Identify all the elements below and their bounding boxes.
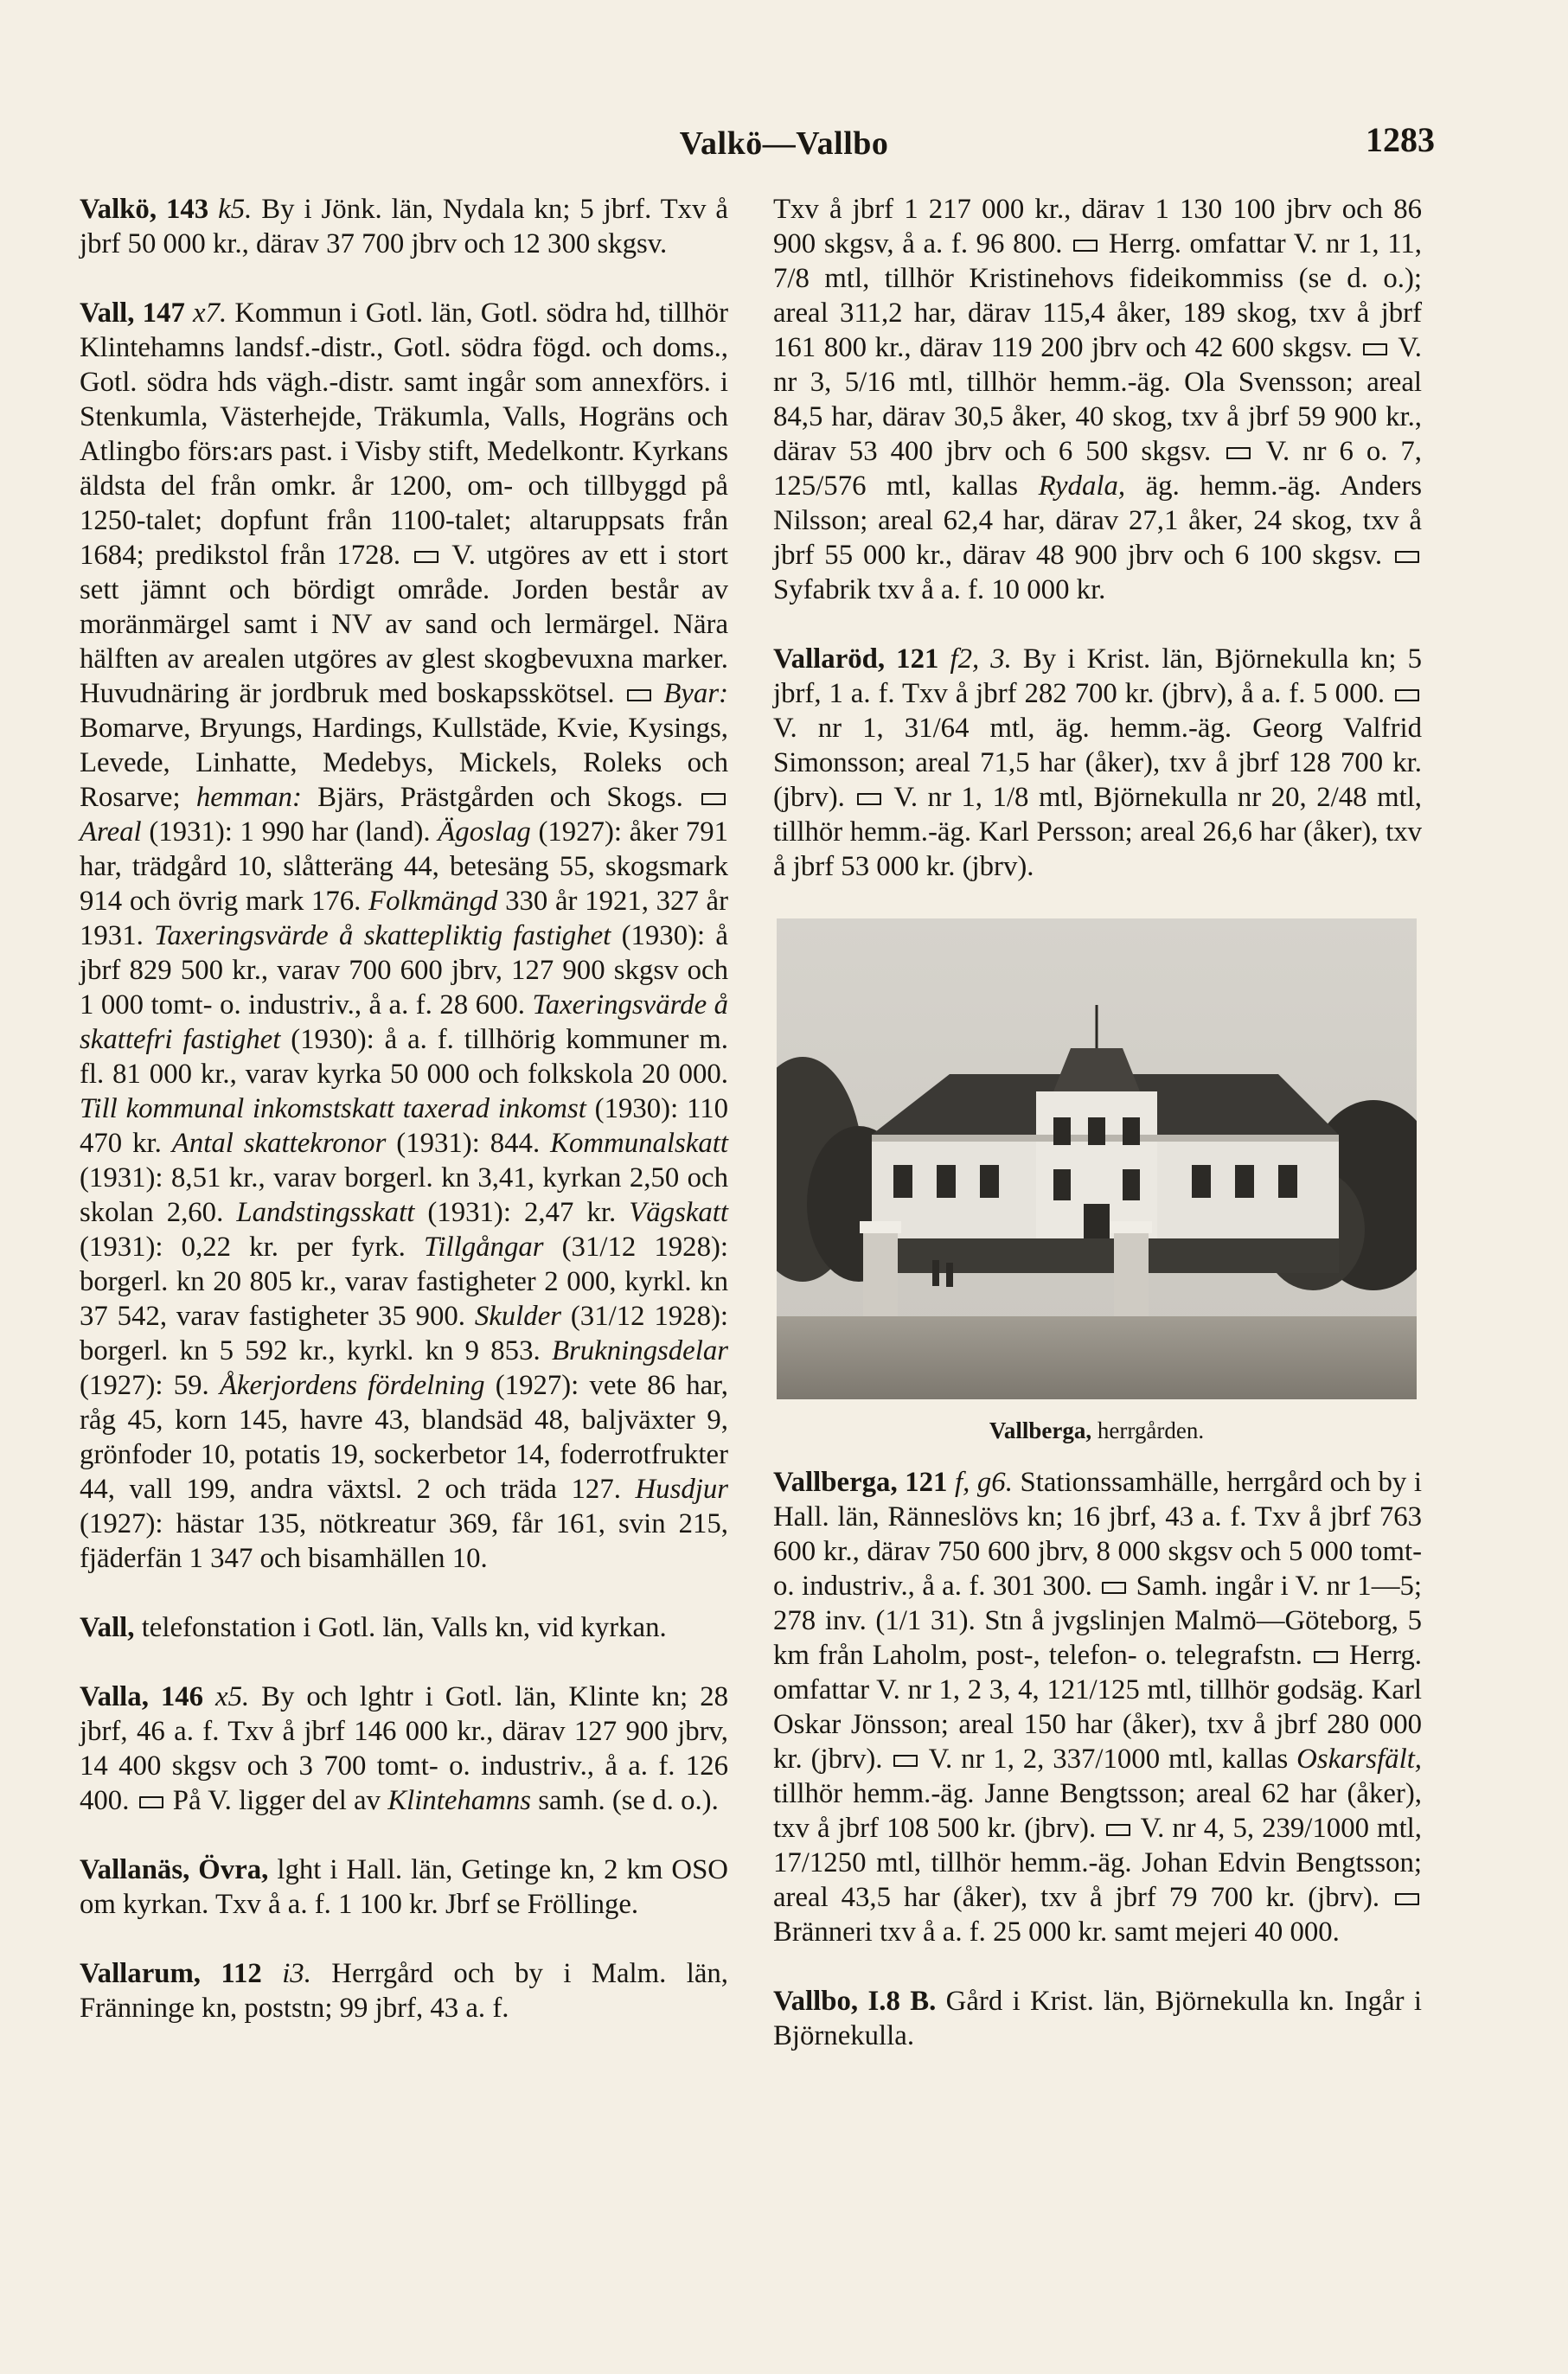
entry-text: Stationssamhälle, herrgård och by i Hall. län, Ränneslövs kn; 16 jbrf, 43 a. f. Txv å jbrf 763 600 kr., därav 750 600 jbrv, 8 000 skgsv och 5 000 tomt- o. industriv., å a. f. 301 300. <box>773 1467 1422 1602</box>
entry-text: Bjärs, Prästgården och Skogs. <box>301 782 683 813</box>
entry-text: (1927): vete 86 har, råg 45, korn 145, havre 43, blandsäd 48, baljväxter 9, grönfoder 10, potatis 19, sockerbetor 14, foderrotfrukter 44, vall 199, andra växtsl. 2 och träda 127. <box>80 1370 728 1505</box>
entry-text: lght i Hall. län, Getinge kn, 2 km OSO om kyrkan. Txv å a. f. 1 100 kr. Jbrf se Fröllinge. <box>80 1854 728 1920</box>
entry-text: 330 år 1921, 327 år 1931. <box>80 886 729 951</box>
headword: Valkö, <box>80 194 157 225</box>
entry-text: Bomarve, Bryungs, Hardings, Kullstäde, Kvie, Kysings, Levede, Linhatte, Medebys, Mickels, Roleks och Rosarve; <box>80 713 728 813</box>
term-label: Folkmängd <box>368 886 498 917</box>
figure-caption <box>777 1413 1417 1448</box>
map-ref-number: 112 <box>221 1958 262 1989</box>
map-ref-code: x5. <box>215 1681 250 1712</box>
entry-text: By i Krist. län, Björnekulla kn; 5 jbrf, 1 a. f. Txv å jbrf 282 700 kr. (jbrv), å a. f. 5 000. <box>773 643 1422 709</box>
map-ref-code: f2, 3. <box>950 643 1012 675</box>
headword: Valla, <box>80 1681 149 1712</box>
headword: Vall, <box>80 1612 135 1643</box>
term-label: Areal <box>80 816 142 848</box>
entry-text: V. nr 1, 2, 337/1000 mtl, kallas <box>920 1744 1289 1775</box>
entry-text: (1931): 2,47 kr. <box>414 1197 617 1228</box>
term-label: Till kommunal inkomstskatt taxerad inkomst <box>80 1093 586 1124</box>
entry-vallarum-continued <box>773 192 1422 607</box>
entry-text: V. nr 1, 31/64 mtl, äg. hemm.-äg. Georg Valfrid Simonsson; areal 71,5 har (åker), txv å jbrf 128 700 kr. (jbrv). <box>773 713 1422 813</box>
term-label: Kommunalskatt <box>550 1128 728 1159</box>
term-label: Taxeringsvärde å skattepliktig fastighet <box>154 920 611 951</box>
term-label: Ägoslag <box>438 816 531 848</box>
section-mark-icon <box>1395 551 1419 563</box>
entry-text: V. nr 6 o. 7, 125/576 mtl, kallas <box>773 436 1422 502</box>
entry-text: By och lghtr i Gotl. län, Klinte kn; 28 jbrf, 46 a. f. Txv å jbrf 146 000 kr., därav 127 900 jbrv, 14 400 skgsv och 3 700 tomt- o. industriv., å a. f. 126 400. <box>80 1681 728 1816</box>
section-mark-icon <box>1395 689 1419 701</box>
entry-vallberga <box>773 1465 1422 1949</box>
term-label: Antal skattekronor <box>171 1128 387 1159</box>
section-mark-icon <box>1395 1893 1419 1905</box>
term-label: Skulder <box>474 1301 562 1332</box>
entry-text: Syfabrik txv å a. f. 10 000 kr. <box>773 574 1106 605</box>
term-label: Åkerjordens fördelning <box>219 1370 485 1401</box>
running-title: Valkö—Vallbo <box>679 125 889 162</box>
headword: Vallarum, <box>80 1958 202 1989</box>
entry-text: Kommun i Gotl. län, Gotl. södra hd, tillhör Klintehamns landsf.-distr., Gotl. södra fögd. och doms., Gotl. södra hds vägh.-distr. samt ingår som annexförs. i Stenkumla, Västerhejde, Träkumla, Valls, Hogräns och Atlingbo förs:ars past. i Visby stift, Medelkontr. Kyrkans äldsta del från omkr. år 1200, om- och tillbyggd på 1250-talet; dopfunt från 1100-talet; altaruppsats från 1684; predikstol från 1728. <box>80 298 729 571</box>
entry-text: V. nr 3, 5/16 mtl, tillhör hemm.-äg. Ola Svensson; areal 84,5 har, därav 30,5 åker, 40 skog, txv å jbrf 59 900 kr., därav 53 400 jbrv och 6 500 skgsv. <box>773 332 1422 467</box>
section-mark-icon <box>414 551 438 563</box>
entry-text: (1927): 59. <box>80 1370 209 1401</box>
entry-vallbo <box>773 1984 1422 2053</box>
entry-text: By i Jönk. län, Nydala kn; 5 jbrf. Txv å jbrf 50 000 kr., därav 37 700 jbrv och 12 300 skgsv. <box>80 194 728 259</box>
entry-text: telefonstation i Gotl. län, Valls kn, vid kyrkan. <box>134 1612 667 1643</box>
entry-text: På V. ligger del av <box>165 1785 381 1816</box>
section-mark-icon <box>1102 1582 1126 1594</box>
entry-text: tillhör hemm.-äg. Janne Bengtsson; areal 62 har (åker), txv å jbrf 108 500 kr. (jbrv). <box>773 1778 1422 1844</box>
section-mark-icon <box>1226 447 1251 459</box>
map-ref-code: k5. <box>218 194 253 225</box>
entry-valla <box>80 1680 728 1818</box>
headword: Vallberga, <box>773 1467 898 1498</box>
section-mark-icon <box>893 1755 918 1767</box>
right-column <box>773 192 1422 2088</box>
term-label: Brukningsdelar <box>551 1335 728 1366</box>
entry-text: samh. (se d. o.). <box>531 1785 719 1816</box>
entry-text: (1931): 1 990 har (land). <box>141 816 431 848</box>
map-ref-number: 121 <box>896 643 939 675</box>
entry-text: (1931): 8,51 kr., varav borgerl. kn 3,41, kyrkan 2,50 och skolan 2,60. <box>80 1162 728 1228</box>
entry-text: äg. hemm.-äg. Anders Nilsson; areal 62,4 har, därav 27,1 åker, 24 skog, txv å jbrf 55 000 kr., därav 48 900 jbrv och 6 100 skgsv. <box>773 470 1423 571</box>
entry-text: (1931): 0,22 kr. per fyrk. <box>80 1232 406 1263</box>
entry-text: V. utgöres av ett i stort sett jämnt och bördigt område. Jorden består av moränmärgel samt i NV av sand och lermärgel. Nära hälften av arealen utgöres av glest skogbevuxna marker. Huvudnäring är jordbruk med boskapsskötsel. <box>80 540 728 709</box>
entry-text: Herrg. omfattar V. nr 1, 2 3, 4, 121/125 mtl, tillhör godsäg. Karl Oskar Jönsson; areal 150 har (åker), txv å jbrf 280 000 kr. (jbrv). <box>773 1640 1422 1775</box>
headword: Vall, <box>80 298 135 329</box>
entry-vallarum <box>80 1956 728 2025</box>
term-label: Byar: <box>663 678 729 709</box>
entry-text: Herrg. omfattar V. nr 1, 11, 7/8 mtl, tillhör Kristinehovs fideikommiss (se d. o.); areal 311,2 har, därav 115,4 åker, 189 skog, txv å jbrf 161 800 kr., därav 119 200 jbrv och 42 600 skgsv. <box>773 228 1423 363</box>
section-mark-icon <box>627 689 651 701</box>
page-number: 1283 <box>1366 120 1435 159</box>
manor-house-photo <box>777 918 1417 1399</box>
map-ref-code: x7. <box>193 298 227 329</box>
place-name: Rydala, <box>1038 470 1126 502</box>
map-ref-number: 143 <box>165 194 209 225</box>
place-name: Klintehamns <box>387 1785 532 1816</box>
term-label: Tillgångar <box>423 1232 544 1263</box>
map-ref-number: 147 <box>142 298 185 329</box>
entry-text: (31/12 1928): borgerl. kn 5 592 kr., kyrkl. kn 9 853. <box>80 1301 729 1366</box>
entry-text: (1927): hästar 135, nötkreatur 369, får 161, svin 215, fjäderfän 1 347 och bisamhällen 10. <box>80 1508 728 1574</box>
term-label: hemman: <box>195 782 302 813</box>
map-ref: I.8 B. <box>867 1986 937 2017</box>
entry-text: (1927): åker 791 har, trädgård 10, slåtteräng 44, betesäng 55, skogsmark 914 och övrig mark 176. <box>80 816 728 917</box>
place-name: Oskarsfält, <box>1296 1744 1423 1775</box>
section-mark-icon <box>1314 1651 1338 1663</box>
section-mark-icon <box>701 793 726 805</box>
left-column <box>80 192 728 2060</box>
entry-text: (1930): 110 470 kr. <box>80 1093 728 1159</box>
section-mark-icon <box>1073 240 1098 252</box>
map-ref-code: i3. <box>282 1958 311 1989</box>
figure-vallberga-manor <box>777 918 1417 1448</box>
headword: Vallbo, <box>773 1986 859 2017</box>
entry-text: Samh. ingår i V. nr 1—5; 278 inv. (1/1 31). Stn å jvgslinjen Malmö—Göteborg, 5 km från Laholm, post-, telefon- o. telegrafstn. <box>773 1571 1422 1671</box>
entry-text: V. nr 4, 5, 239/1000 mtl, 17/1250 mtl, tillhör hemm.-äg. Johan Edvin Bengtsson; areal 43,5 har (åker), txv å jbrf 79 700 kr. (jbrv). <box>773 1813 1422 1913</box>
entry-vallanas <box>80 1852 728 1922</box>
entry-text: V. nr 1, 1/8 mtl, Björnekulla nr 20, 2/48 mtl, tillhör hemm.-äg. Karl Persson; areal 26,6 har (åker), txv å jbrf 53 000 kr. (jbrv). <box>773 782 1423 882</box>
entry-text: (1930): å a. f. tillhörig kommuner m. fl. 81 000 kr., varav kyrka 50 000 och folkskola 20 000. <box>80 1024 728 1090</box>
headword: Vallaröd, <box>773 643 886 675</box>
entry-vall-telefonstation <box>80 1610 728 1645</box>
entry-text: Gård i Krist. län, Björnekulla kn. Ingår i Björnekulla. <box>773 1986 1422 2051</box>
term-label: Vägskatt <box>629 1197 729 1228</box>
map-ref-number: 146 <box>160 1681 204 1712</box>
entry-valko <box>80 192 728 261</box>
section-mark-icon <box>1106 1824 1130 1836</box>
headword: Vallanäs, Övra, <box>80 1854 269 1885</box>
entry-text: Bränneri txv å a. f. 25 000 kr. samt mejeri 40 000. <box>773 1916 1340 1948</box>
section-mark-icon <box>139 1796 163 1808</box>
section-mark-icon <box>1363 343 1387 355</box>
entry-text: (1931): 844. <box>386 1128 541 1159</box>
caption-place: Vallberga, <box>989 1417 1092 1443</box>
entry-vallarod <box>773 642 1422 884</box>
entry-text: Txv å jbrf 1 217 000 kr., därav 1 130 100 jbrv och 86 900 skgsv, å a. f. 96 800. <box>773 194 1422 259</box>
entry-text: (31/12 1928): borgerl. kn 20 805 kr., varav fastigheter 2 000, kyrkl. kn 37 542, varav fastigheter 35 900. <box>80 1232 729 1332</box>
term-label: Landstingsskatt <box>236 1197 415 1228</box>
entry-vall <box>80 296 728 1576</box>
entry-text: (1930): å jbrf 829 500 kr., varav 700 600 jbrv, 127 900 skgsv och 1 000 tomt- o. industriv., å a. f. 28 600. <box>80 920 728 1021</box>
term-label: Taxeringsvärde å skattefri fastighet <box>80 989 729 1055</box>
term-label: Husdjur <box>635 1474 729 1505</box>
section-mark-icon <box>857 793 881 805</box>
entry-text: Herrgård och by i Malm. län, Fränninge kn, poststn; 99 jbrf, 43 a. f. <box>80 1958 729 2024</box>
map-ref-number: 121 <box>905 1467 948 1498</box>
caption-text: herrgården. <box>1091 1417 1205 1443</box>
map-ref-code: f, g6. <box>955 1467 1013 1498</box>
